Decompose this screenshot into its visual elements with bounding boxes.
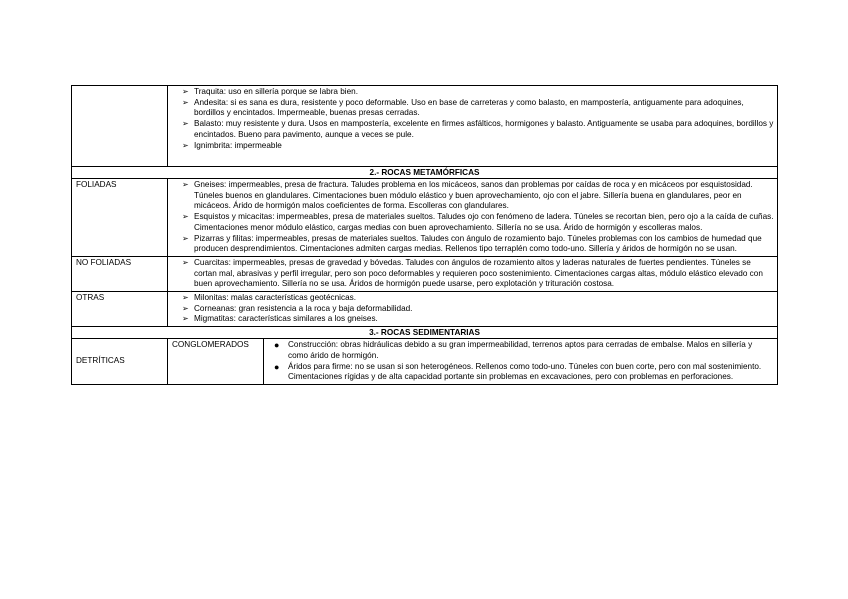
table-row [72,292,778,327]
foliadas-cell [168,179,778,257]
row-label-detriticas: DETRÍTICAS [72,339,168,385]
arrow-bullet-icon: ➢ [182,140,189,150]
list-item: ➢ Traquita: uso en sillería porque se labra bien. [182,87,358,96]
list-item: ➢ Cuarcitas: impermeables, presas de gravedad y bóvedas. Taludes con ángulos de rozamiento altos y laderas naturales de fuertes pendientes. Túneles se cortan mal, abrasivas y perfil irregular, pero son poco deformables y requieren poco sostenimiento. Cimentaciones cargas altas, módulo elástico elevado con buen aprovechamiento. Sillería no se usa. Áridos de hormigón puede usarse, pero explotación y trituración costosa. [182,257,763,289]
row-label-no-foliadas: NO FOLIADAS [72,256,168,291]
arrow-bullet-icon: ➢ [182,233,189,243]
section-heading-metamorphic: 2.- ROCAS METAMÓRFICAS [72,167,778,179]
list-item: ● Áridos para firme: no se usan si son heterogéneos. Rellenos como todo-uno. Túneles con buen corte, pero con mal sostenimiento. Cimentaciones rígidas y de alta capacidad portante sin problemas en excavaciones, pero con problemas en perforaciones. [274,361,762,382]
arrow-bullet-icon: ➢ [182,119,189,129]
arrow-bullet-icon: ➢ [182,87,189,96]
conglomerados-cell [264,339,778,385]
table-row [72,256,778,291]
no-foliadas-cell [168,256,778,291]
list-item: ➢ Ignimbrita: impermeable [182,140,282,150]
dot-bullet-icon: ● [274,340,280,351]
arrow-bullet-icon: ➢ [182,314,189,324]
list-item: ➢ Balasto: muy resistente y dura. Usos en mampostería, excelente en firmes asfálticos, hormigones y balasto. Antiguamente se usaba para adoquines, bordillos y encintados. Bueno para pavimento, aunque a veces se pule. [182,119,774,139]
list-item: ➢ Gneises: impermeables, presa de fractura. Taludes problema en los micáceos, sanos dan problemas por caídas de roca y en micáceos por esquistosidad. Túneles buenos en glandulares. Cimentaciones buen módulo elástico y buen aprovechamiento, ojo con el jabre. Sillería buena en glandulares, peor en micáceos. Árido de hormigón malos coeficientes de forma. Escolleras con glandulares. [182,180,753,211]
dot-bullet-icon: ● [274,361,280,372]
table-row [72,327,778,339]
table-row [72,339,778,385]
list-item: ➢ Migmatitas: características similares a los gneises. [182,314,378,324]
arrow-bullet-icon: ➢ [182,293,189,303]
list-item: ➢ Corneanas: gran resistencia a la roca y baja deformabilidad. [182,303,413,313]
list-item: ➢ Esquistos y micacitas: impermeables, presa de materiales sueltos. Taludes ojo con fenómeno de ladera. Túneles se recortan bien, pero ojo a la caída de cuñas. Cimentaciones menor módulo elástico, cargas medias con buen aprovechamiento. Sillería no se usa. Árido de hormigón y escolleras malos. [182,212,774,232]
row-label-foliadas: FOLIADAS [72,179,168,257]
arrow-bullet-icon: ➢ [182,180,189,189]
section-heading-sedimentary: 3.- ROCAS SEDIMENTARIAS [72,327,778,339]
table-row [72,179,778,257]
table-row [72,167,778,179]
row-label-otras: OTRAS [72,292,168,327]
otras-cell [168,292,778,327]
rock-properties-table [71,85,778,385]
arrow-bullet-icon: ➢ [182,303,189,313]
arrow-bullet-icon: ➢ [182,257,189,267]
arrow-bullet-icon: ➢ [182,212,189,222]
sublabel-conglomerados: CONGLOMERADOS [168,339,264,385]
list-item: ● Construcción: obras hidráulicas debido a su gran impermeabilidad, terrenos aptos para cerradas de embalse. Malos en sillería y como árido de hormigón. [274,340,753,360]
empty-label-cell [72,86,168,167]
table-row [72,86,778,167]
top-block-cell [168,86,778,167]
list-item: ➢ Milonitas: malas características geotécnicas. [182,293,356,303]
list-item: ➢ Andesita: si es sana es dura, resistente y poco deformable. Uso en base de carreteras y como balasto, en mampostería, antiguamente para adoquines, bordillos y encintados. Impermeable, buenas presas cerradas. [182,97,744,118]
top-block-list [168,87,774,151]
arrow-bullet-icon: ➢ [182,97,189,107]
list-item: ➢ Pizarras y filitas: impermeables, presas de materiales sueltos. Taludes con ángulo de rozamiento bajo. Túneles problemas con los cambios de humedad que producen desprendimientos. Cimentaciones admiten cargas medias. Rellenos tipo terraplén como todo-uno. Sillería y áridos de hormigón no se usan. [182,233,762,254]
